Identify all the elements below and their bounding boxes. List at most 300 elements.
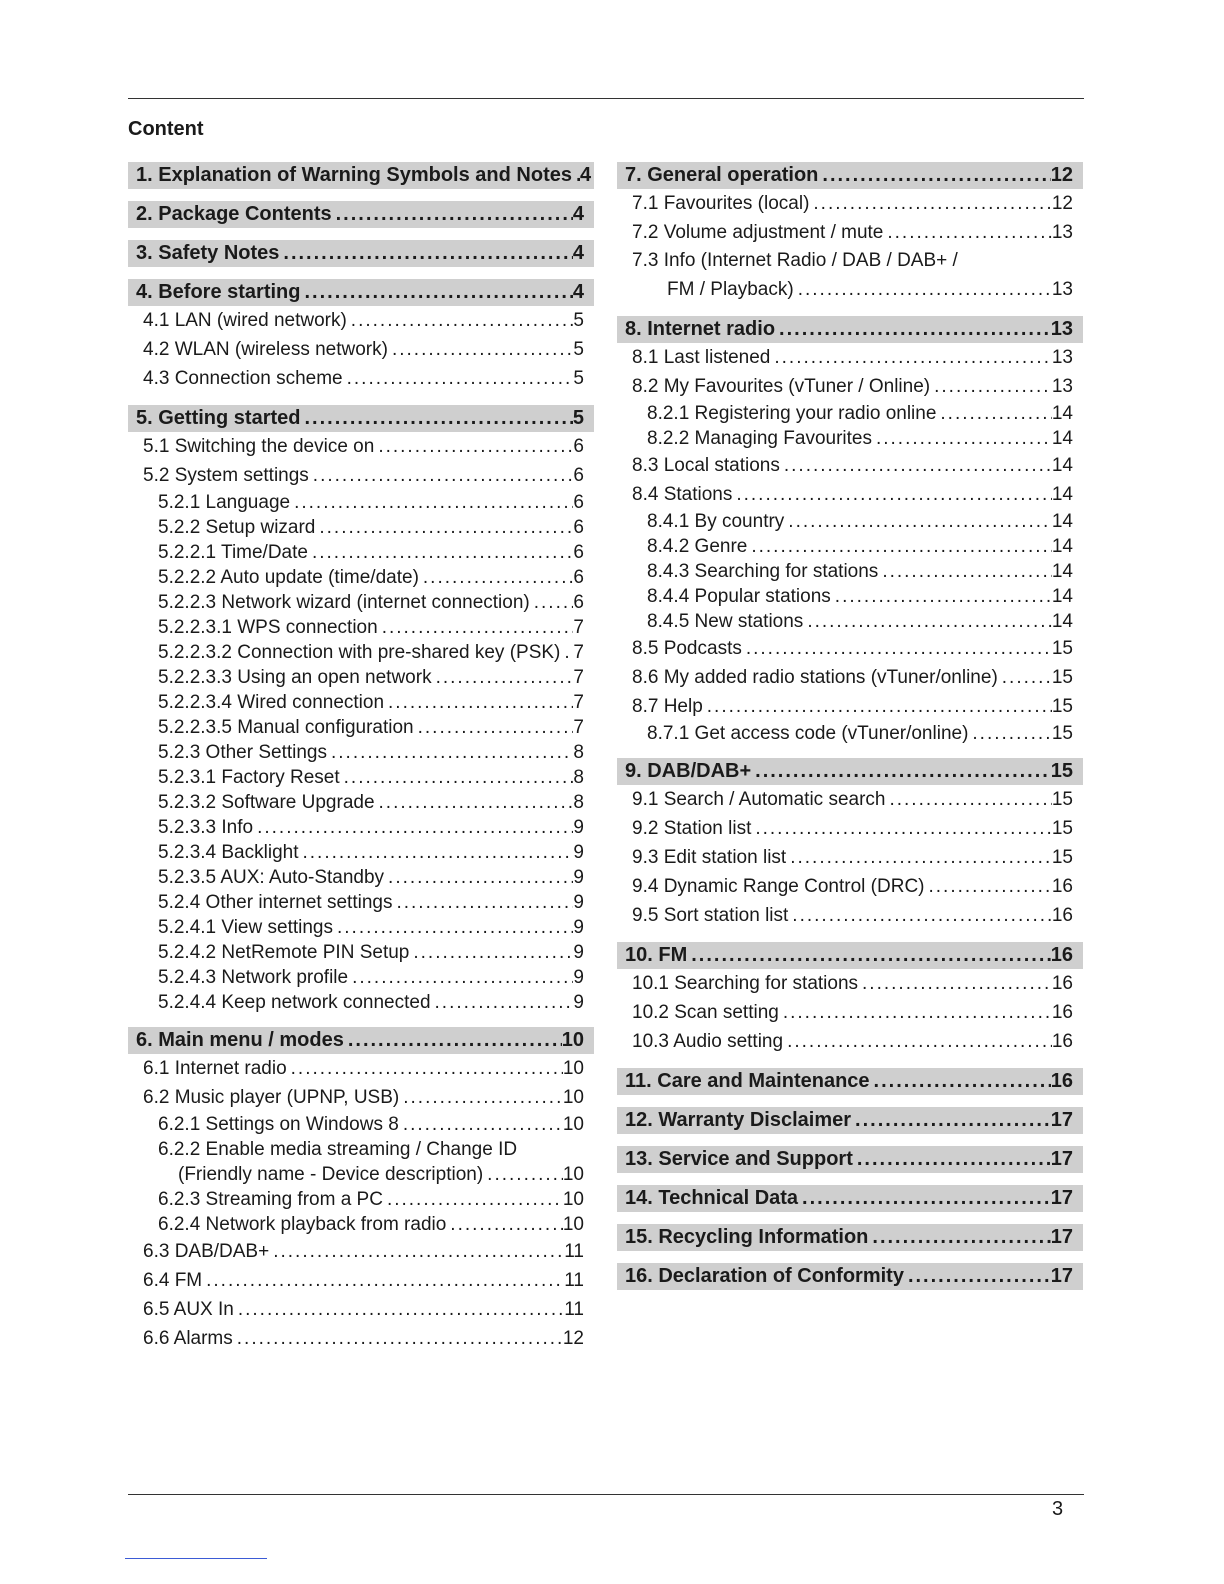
toc-entry-text: 8.3 Local stations: [632, 454, 780, 476]
toc-entry[interactable]: [128, 1266, 594, 1295]
dot-leader: [340, 767, 574, 789]
toc-entry-page: 16: [1051, 875, 1073, 897]
toc-entry-text: 9.5 Sort station list: [632, 904, 789, 926]
toc-entry[interactable]: [128, 740, 594, 765]
dot-leader: [809, 193, 1051, 215]
toc-entry-page: 10: [562, 1163, 584, 1185]
toc-entry[interactable]: [128, 432, 594, 461]
toc-entry[interactable]: [617, 401, 1083, 426]
toc-entry-text: 6.2 Music player (UPNP, USB): [143, 1086, 400, 1108]
toc-entry-text: 5. Getting started: [136, 407, 301, 429]
toc-section-heading[interactable]: [128, 279, 594, 306]
dot-leader: [883, 222, 1051, 244]
dot-leader: [904, 1265, 1051, 1288]
page-number: 3: [1052, 1498, 1064, 1520]
toc-entry-page: 5: [573, 338, 584, 360]
toc-entry-text[interactable]: 7.3 Info (Internet Radio / DAB / DAB+ /: [632, 250, 958, 271]
toc-entry-text: 6.2.3 Streaming from a PC: [158, 1188, 383, 1210]
toc-entry-page: 8: [573, 766, 584, 788]
dot-leader: [419, 567, 574, 589]
toc-entry-page: 15: [1051, 788, 1073, 810]
toc-entry-page: 10: [562, 1086, 584, 1108]
toc-entry-page: 10: [562, 1057, 584, 1079]
toc-entry-text: 6.2.4 Network playback from radio: [158, 1213, 447, 1235]
dot-leader: [788, 905, 1052, 927]
dot-leader: [794, 279, 1052, 301]
toc-entry[interactable]: [128, 364, 594, 393]
toc-entry-page: 15: [1051, 846, 1073, 868]
toc-entry-text: 8.5 Podcasts: [632, 637, 742, 659]
toc-entry-text: 8.6 My added radio stations (vTuner/online): [632, 666, 998, 688]
toc-entry-text: 13. Service and Support: [625, 1148, 853, 1170]
toc-entry-text: 5.2.2.3.5 Manual configuration: [158, 716, 414, 738]
toc-section-heading[interactable]: [617, 1185, 1083, 1212]
toc-entry-page: 9: [573, 941, 584, 963]
toc-entry-page: 9: [573, 916, 584, 938]
dot-leader: [770, 347, 1051, 369]
toc-entry-page: 4: [572, 281, 584, 303]
toc-entry-text: 5.2.2.3.4 Wired connection: [158, 691, 385, 713]
toc-entry-page: 8: [573, 791, 584, 813]
toc-entry-page: 16: [1051, 972, 1073, 994]
toc-entry[interactable]: [128, 1083, 594, 1112]
toc-entry-page: 6: [573, 491, 584, 513]
toc-entry[interactable]: [617, 814, 1083, 843]
dot-leader: [399, 1087, 563, 1109]
dot-leader: [779, 1002, 1052, 1024]
dot-leader: [560, 642, 573, 664]
toc-entry-text: 5.2.4.2 NetRemote PIN Setup: [158, 941, 410, 963]
toc-section-heading[interactable]: [128, 240, 594, 267]
toc-entry-page: 8: [573, 741, 584, 763]
toc-entry-text: 6.4 FM: [143, 1269, 203, 1291]
dot-leader: [392, 892, 573, 914]
toc-left-column: [128, 162, 594, 1353]
toc-entry[interactable]: [617, 692, 1083, 721]
toc-entry[interactable]: [128, 765, 594, 790]
toc-entry-page: 15: [1051, 722, 1073, 744]
toc-entry-page: 16: [1050, 1070, 1073, 1092]
toc-entry-page: 9: [573, 816, 584, 838]
dot-leader: [870, 1070, 1051, 1093]
dot-leader: [414, 717, 574, 739]
toc-entry-text: 8.4 Stations: [632, 483, 733, 505]
toc-section-heading[interactable]: [617, 758, 1083, 785]
toc-entry-text: 4.2 WLAN (wireless network): [143, 338, 388, 360]
toc-entry-text: 5.1 Switching the device on: [143, 435, 375, 457]
dot-leader: [308, 542, 573, 564]
toc-entry-page: 6: [573, 566, 584, 588]
dot-leader: [775, 318, 1051, 341]
toc-entry[interactable]: [128, 1162, 594, 1187]
dot-leader: [687, 944, 1051, 967]
toc-right-column: [617, 162, 1083, 1290]
dot-leader: [300, 281, 572, 304]
toc-entry-text: 8. Internet radio: [625, 318, 776, 340]
toc-entry[interactable]: [617, 509, 1083, 534]
toc-entry[interactable]: [617, 275, 1083, 304]
dot-leader: [327, 742, 573, 764]
toc-entry[interactable]: [617, 609, 1083, 634]
toc-entry-text: 10. FM: [625, 944, 688, 966]
dot-leader: [998, 667, 1052, 689]
dot-leader: [868, 1226, 1050, 1249]
toc-entry-page: 6: [573, 464, 584, 486]
toc-entry[interactable]: [617, 372, 1083, 401]
toc-entry-text: 11. Care and Maintenance: [625, 1070, 870, 1092]
toc-entry[interactable]: [128, 715, 594, 740]
dot-leader: [384, 867, 573, 889]
dot-leader: [332, 203, 573, 226]
toc-entry-page: 13: [1051, 346, 1073, 368]
toc-entry-text: 5.2.2.3.1 WPS connection: [158, 616, 378, 638]
toc-entry-text: 8.4.3 Searching for stations: [647, 560, 879, 582]
toc-entry-page: 10: [562, 1113, 584, 1135]
dot-leader: [732, 484, 1052, 506]
toc-entry-page: 16: [1051, 904, 1073, 926]
dot-leader: [399, 1114, 563, 1136]
toc-entry[interactable]: [617, 785, 1083, 814]
toc-entry-page: 7: [573, 691, 584, 713]
dot-leader: [885, 789, 1051, 811]
dot-leader: [851, 1109, 1051, 1132]
toc-entry-page: 10: [561, 1029, 584, 1051]
toc-entry-page: 6: [573, 435, 584, 457]
toc-entry[interactable]: [617, 634, 1083, 663]
dot-leader: [930, 376, 1052, 398]
toc-entry[interactable]: [617, 534, 1083, 559]
toc-section-heading[interactable]: [617, 1107, 1083, 1134]
toc-entry[interactable]: [617, 969, 1083, 998]
toc-entry-page: 16: [1051, 1030, 1073, 1052]
dot-leader: [872, 428, 1052, 450]
toc-entry[interactable]: [617, 189, 1083, 218]
toc-entry-page: 17: [1050, 1226, 1073, 1248]
toc-entry-text: 2. Package Contents: [136, 203, 332, 225]
toc-entry[interactable]: [128, 665, 594, 690]
dot-leader: [853, 1148, 1051, 1171]
toc-entry-text: 3. Safety Notes: [136, 242, 280, 264]
toc-section-heading[interactable]: [617, 162, 1083, 189]
toc-entry-text: 6.2.1 Settings on Windows 8: [158, 1113, 399, 1135]
dot-leader: [858, 973, 1052, 995]
toc-entry-text: 5.2.2.3 Network wizard (internet connection): [158, 591, 530, 613]
toc-entry[interactable]: [617, 584, 1083, 609]
dot-leader: [747, 536, 1052, 558]
toc-entry-text: 6.3 DAB/DAB+: [143, 1240, 270, 1262]
toc-entry[interactable]: [128, 1324, 594, 1353]
toc-entry[interactable]: [128, 990, 594, 1015]
toc-entry-page: 5: [572, 407, 584, 429]
toc-entry[interactable]: [128, 815, 594, 840]
toc-entry-text: 8.4.4 Popular stations: [647, 585, 831, 607]
dot-leader: [803, 611, 1052, 633]
toc-entry-page: 14: [1051, 610, 1073, 632]
toc-entry-text: 9.3 Edit station list: [632, 846, 787, 868]
toc-entry-text: 6.6 Alarms: [143, 1327, 233, 1349]
toc-entry-text: 7.1 Favourites (local): [632, 192, 810, 214]
toc-entry-text: 5.2.3.2 Software Upgrade: [158, 791, 375, 813]
toc-entry[interactable]: [617, 872, 1083, 901]
dot-leader: [375, 792, 574, 814]
dot-leader: [388, 339, 573, 361]
toc-entry-page: 4: [572, 203, 584, 225]
toc-entry[interactable]: [617, 998, 1083, 1027]
toc-section-heading[interactable]: [128, 1027, 594, 1054]
bottom-rule: [128, 1494, 1084, 1495]
toc-entry[interactable]: [128, 335, 594, 364]
toc-entry-page: 16: [1051, 1001, 1073, 1023]
toc-entry-page: 15: [1051, 637, 1073, 659]
dot-leader: [300, 407, 572, 430]
toc-entry[interactable]: [617, 663, 1083, 692]
toc-entry-text: 7. General operation: [625, 164, 819, 186]
toc-entry-text: FM / Playback): [667, 278, 794, 300]
toc-entry-page: 17: [1050, 1109, 1073, 1131]
toc-entry-page: 13: [1051, 278, 1073, 300]
toc-entry-page: 7: [573, 716, 584, 738]
dot-leader: [878, 561, 1052, 583]
footer-link-underline: [125, 1558, 267, 1559]
toc-entry-text: 9.2 Station list: [632, 817, 752, 839]
toc-entry-text[interactable]: 6.2.2 Enable media streaming / Change ID: [158, 1139, 518, 1160]
toc-entry-page: 17: [1050, 1265, 1073, 1287]
toc-entry[interactable]: [128, 690, 594, 715]
dot-leader: [253, 817, 573, 839]
toc-entry-text: 5.2.2.3.2 Connection with pre-shared key (PSK): [158, 641, 561, 663]
toc-entry-page: 9: [573, 891, 584, 913]
toc-entry-text: 10.3 Audio setting: [632, 1030, 784, 1052]
toc-entry-page: 13: [1051, 375, 1073, 397]
toc-section-heading[interactable]: [128, 201, 594, 228]
toc-entry-page: 14: [1051, 483, 1073, 505]
toc-entry-text: 7.2 Volume adjustment / mute: [632, 221, 884, 243]
dot-leader: [234, 1299, 564, 1321]
dot-leader: [483, 1164, 563, 1186]
toc-entry-page: 12: [1050, 164, 1073, 186]
toc-entry-text: 5.2.3 Other Settings: [158, 741, 327, 763]
toc-entry[interactable]: [128, 1112, 594, 1137]
toc-entry-text: 8.2.2 Managing Favourites: [647, 427, 872, 449]
toc-entry[interactable]: [128, 1295, 594, 1324]
toc-entry[interactable]: [617, 843, 1083, 872]
toc-entry-page: 9: [573, 866, 584, 888]
toc-entry-text: 5.2.4 Other internet settings: [158, 891, 393, 913]
dot-leader: [798, 1187, 1051, 1210]
toc-entry[interactable]: [128, 1187, 594, 1212]
dot-leader: [348, 967, 573, 989]
toc-entry[interactable]: [128, 890, 594, 915]
toc-entry-text: 14. Technical Data: [625, 1187, 799, 1209]
toc-entry-page: 15: [1050, 760, 1073, 782]
toc-entry-text: 5.2.3.3 Info: [158, 816, 254, 838]
toc-entry[interactable]: [128, 790, 594, 815]
toc-entry-text: 8.2 My Favourites (vTuner / Online): [632, 375, 931, 397]
toc-entry[interactable]: [128, 1212, 594, 1237]
toc-entry-text: 5.2.2.3.3 Using an open network: [158, 666, 432, 688]
toc-entry-page: 10: [562, 1213, 584, 1235]
toc-entry-page: 9: [573, 991, 584, 1013]
toc-entry-page: 11: [564, 1240, 584, 1262]
toc-entry[interactable]: [617, 721, 1083, 746]
toc-entry-page: 9: [573, 966, 584, 988]
toc-entry-page: 15: [1051, 666, 1073, 688]
dot-leader: [530, 592, 574, 614]
toc-entry[interactable]: [128, 965, 594, 990]
toc-entry-text: 8.7 Help: [632, 695, 703, 717]
dot-leader: [298, 842, 573, 864]
toc-entry-page: 6: [573, 541, 584, 563]
toc-entry-text: 5.2.3.1 Factory Reset: [158, 766, 340, 788]
toc-entry-text: (Friendly name - Device description): [178, 1163, 484, 1185]
dot-leader: [751, 760, 1051, 783]
toc-entry[interactable]: [128, 1054, 594, 1083]
dot-leader: [279, 242, 572, 265]
toc-entry-page: 9: [573, 841, 584, 863]
toc-entry-text: 5.2.1 Language: [158, 491, 291, 513]
toc-entry-text: 9.1 Search / Automatic search: [632, 788, 886, 810]
toc-entry-text: 12. Warranty Disclaimer: [625, 1109, 852, 1131]
toc-entry[interactable]: [128, 640, 594, 665]
dot-leader: [233, 1328, 563, 1350]
toc-entry[interactable]: [128, 615, 594, 640]
toc-entry-text: 8.4.2 Genre: [647, 535, 748, 557]
toc-entry-text: 15. Recycling Information: [625, 1226, 869, 1248]
toc-entry-page: 10: [562, 1188, 584, 1210]
toc-entry[interactable]: [128, 1237, 594, 1266]
toc-entry-text: 9. DAB/DAB+: [625, 760, 752, 782]
toc-entry[interactable]: [617, 901, 1083, 930]
dot-leader: [287, 1058, 563, 1080]
toc-entry-text: 6.1 Internet radio: [143, 1057, 287, 1079]
toc-entry[interactable]: [128, 590, 594, 615]
toc-entry[interactable]: [128, 540, 594, 565]
toc-entry-text: 5.2.2.2 Auto update (time/date): [158, 566, 419, 588]
dot-leader: [344, 1029, 562, 1052]
dot-leader: [383, 1189, 563, 1211]
toc-entry-page: 7: [573, 616, 584, 638]
toc-entry-page: 11: [564, 1298, 584, 1320]
toc-entry[interactable]: [617, 559, 1083, 584]
toc-entry-text: 1. Explanation of Warning Symbols and Notes: [136, 164, 572, 186]
toc-entry-page: 6: [573, 591, 584, 613]
dot-leader: [378, 617, 574, 639]
toc-entry-page: 15: [1051, 695, 1073, 717]
toc-entry-text: 5.2.2.1 Time/Date: [158, 541, 308, 563]
dot-leader: [269, 1241, 564, 1263]
toc-entry[interactable]: [617, 218, 1083, 247]
toc-entry[interactable]: [617, 480, 1083, 509]
toc-entry-text: 10.2 Scan setting: [632, 1001, 779, 1023]
toc-entry-page: 13: [1051, 221, 1073, 243]
toc-entry-text: 4.1 LAN (wired network): [143, 309, 347, 331]
toc-entry-page: 17: [1050, 1148, 1073, 1170]
toc-entry-text: 8.2.1 Registering your radio online: [647, 402, 937, 424]
dot-leader: [409, 942, 573, 964]
toc-entry[interactable]: [128, 940, 594, 965]
toc-entry-page: 4: [572, 242, 584, 264]
toc-entry-page: 7: [573, 641, 584, 663]
toc-entry-page: 5: [573, 367, 584, 389]
toc-entry-page: 6: [573, 516, 584, 538]
toc-entry-text: 4.3 Connection scheme: [143, 367, 343, 389]
dot-leader: [703, 696, 1052, 718]
toc-entry-text: 8.4.1 By country: [647, 510, 785, 532]
toc-entry-text: 10.1 Searching for stations: [632, 972, 859, 994]
toc-entry-text: 8.4.5 New stations: [647, 610, 804, 632]
toc-entry-page: 14: [1051, 585, 1073, 607]
toc-entry-text: 5.2.4.3 Network profile: [158, 966, 349, 988]
toc-section-heading[interactable]: [617, 316, 1083, 343]
dot-leader: [374, 436, 573, 458]
toc-entry[interactable]: [128, 306, 594, 335]
toc-entry-page: 5: [573, 309, 584, 331]
toc-section-heading[interactable]: [128, 162, 594, 189]
dot-leader: [786, 847, 1052, 869]
toc-entry[interactable]: [128, 490, 594, 515]
toc-section-heading[interactable]: [617, 1224, 1083, 1251]
dot-leader: [347, 310, 574, 332]
toc-entry-page: 14: [1051, 535, 1073, 557]
toc-entry-page: 15: [1051, 817, 1073, 839]
dot-leader: [384, 692, 573, 714]
dot-leader: [784, 511, 1052, 533]
dot-leader: [780, 455, 1052, 477]
toc-entry[interactable]: [617, 343, 1083, 372]
dot-leader: [333, 917, 573, 939]
toc-entry-text: 4. Before starting: [136, 281, 301, 303]
toc-entry-text: 5.2.3.4 Backlight: [158, 841, 299, 863]
dot-leader: [446, 1214, 563, 1236]
toc-entry[interactable]: [617, 451, 1083, 480]
toc-entry[interactable]: [128, 461, 594, 490]
toc-entry-page: 12: [1051, 192, 1073, 214]
toc-entry[interactable]: [128, 865, 594, 890]
toc-entry-page: 17: [1050, 1187, 1073, 1209]
toc-entry-page: 11: [564, 1269, 584, 1291]
toc-entry-page: 12: [562, 1327, 584, 1349]
toc-section-heading[interactable]: [128, 405, 594, 432]
toc-entry-page: 16: [1050, 944, 1073, 966]
toc-entry[interactable]: [128, 565, 594, 590]
dot-leader: [309, 465, 574, 487]
toc-entry-text: 5.2.4.1 View settings: [158, 916, 333, 938]
dot-leader: [343, 368, 574, 390]
page-title: Content: [128, 118, 204, 140]
dot-leader: [290, 492, 573, 514]
toc-section-heading[interactable]: [617, 942, 1083, 969]
toc-entry[interactable]: [128, 915, 594, 940]
toc-entry-page: 14: [1051, 560, 1073, 582]
toc-entry-page: 13: [1050, 318, 1073, 340]
toc-section-heading[interactable]: [617, 1146, 1083, 1173]
toc-entry[interactable]: [617, 426, 1083, 451]
toc-entry-text: 8.7.1 Get access code (vTuner/online): [647, 722, 969, 744]
toc-entry-text: 9.4 Dynamic Range Control (DRC): [632, 875, 925, 897]
dot-leader: [831, 586, 1052, 608]
toc-entry[interactable]: [128, 515, 594, 540]
toc-entry-text: 8.1 Last listened: [632, 346, 771, 368]
toc-entry-text: 5.2 System settings: [143, 464, 309, 486]
toc-entry[interactable]: [128, 840, 594, 865]
toc-entry-text: 6. Main menu / modes: [136, 1029, 344, 1051]
dot-leader: [936, 403, 1051, 425]
toc-entry-text: 6.5 AUX In: [143, 1298, 234, 1320]
toc-entry[interactable]: [617, 1027, 1083, 1056]
toc-section-heading[interactable]: [617, 1068, 1083, 1095]
toc-entry-page: 14: [1051, 427, 1073, 449]
toc-section-heading[interactable]: [617, 1263, 1083, 1290]
